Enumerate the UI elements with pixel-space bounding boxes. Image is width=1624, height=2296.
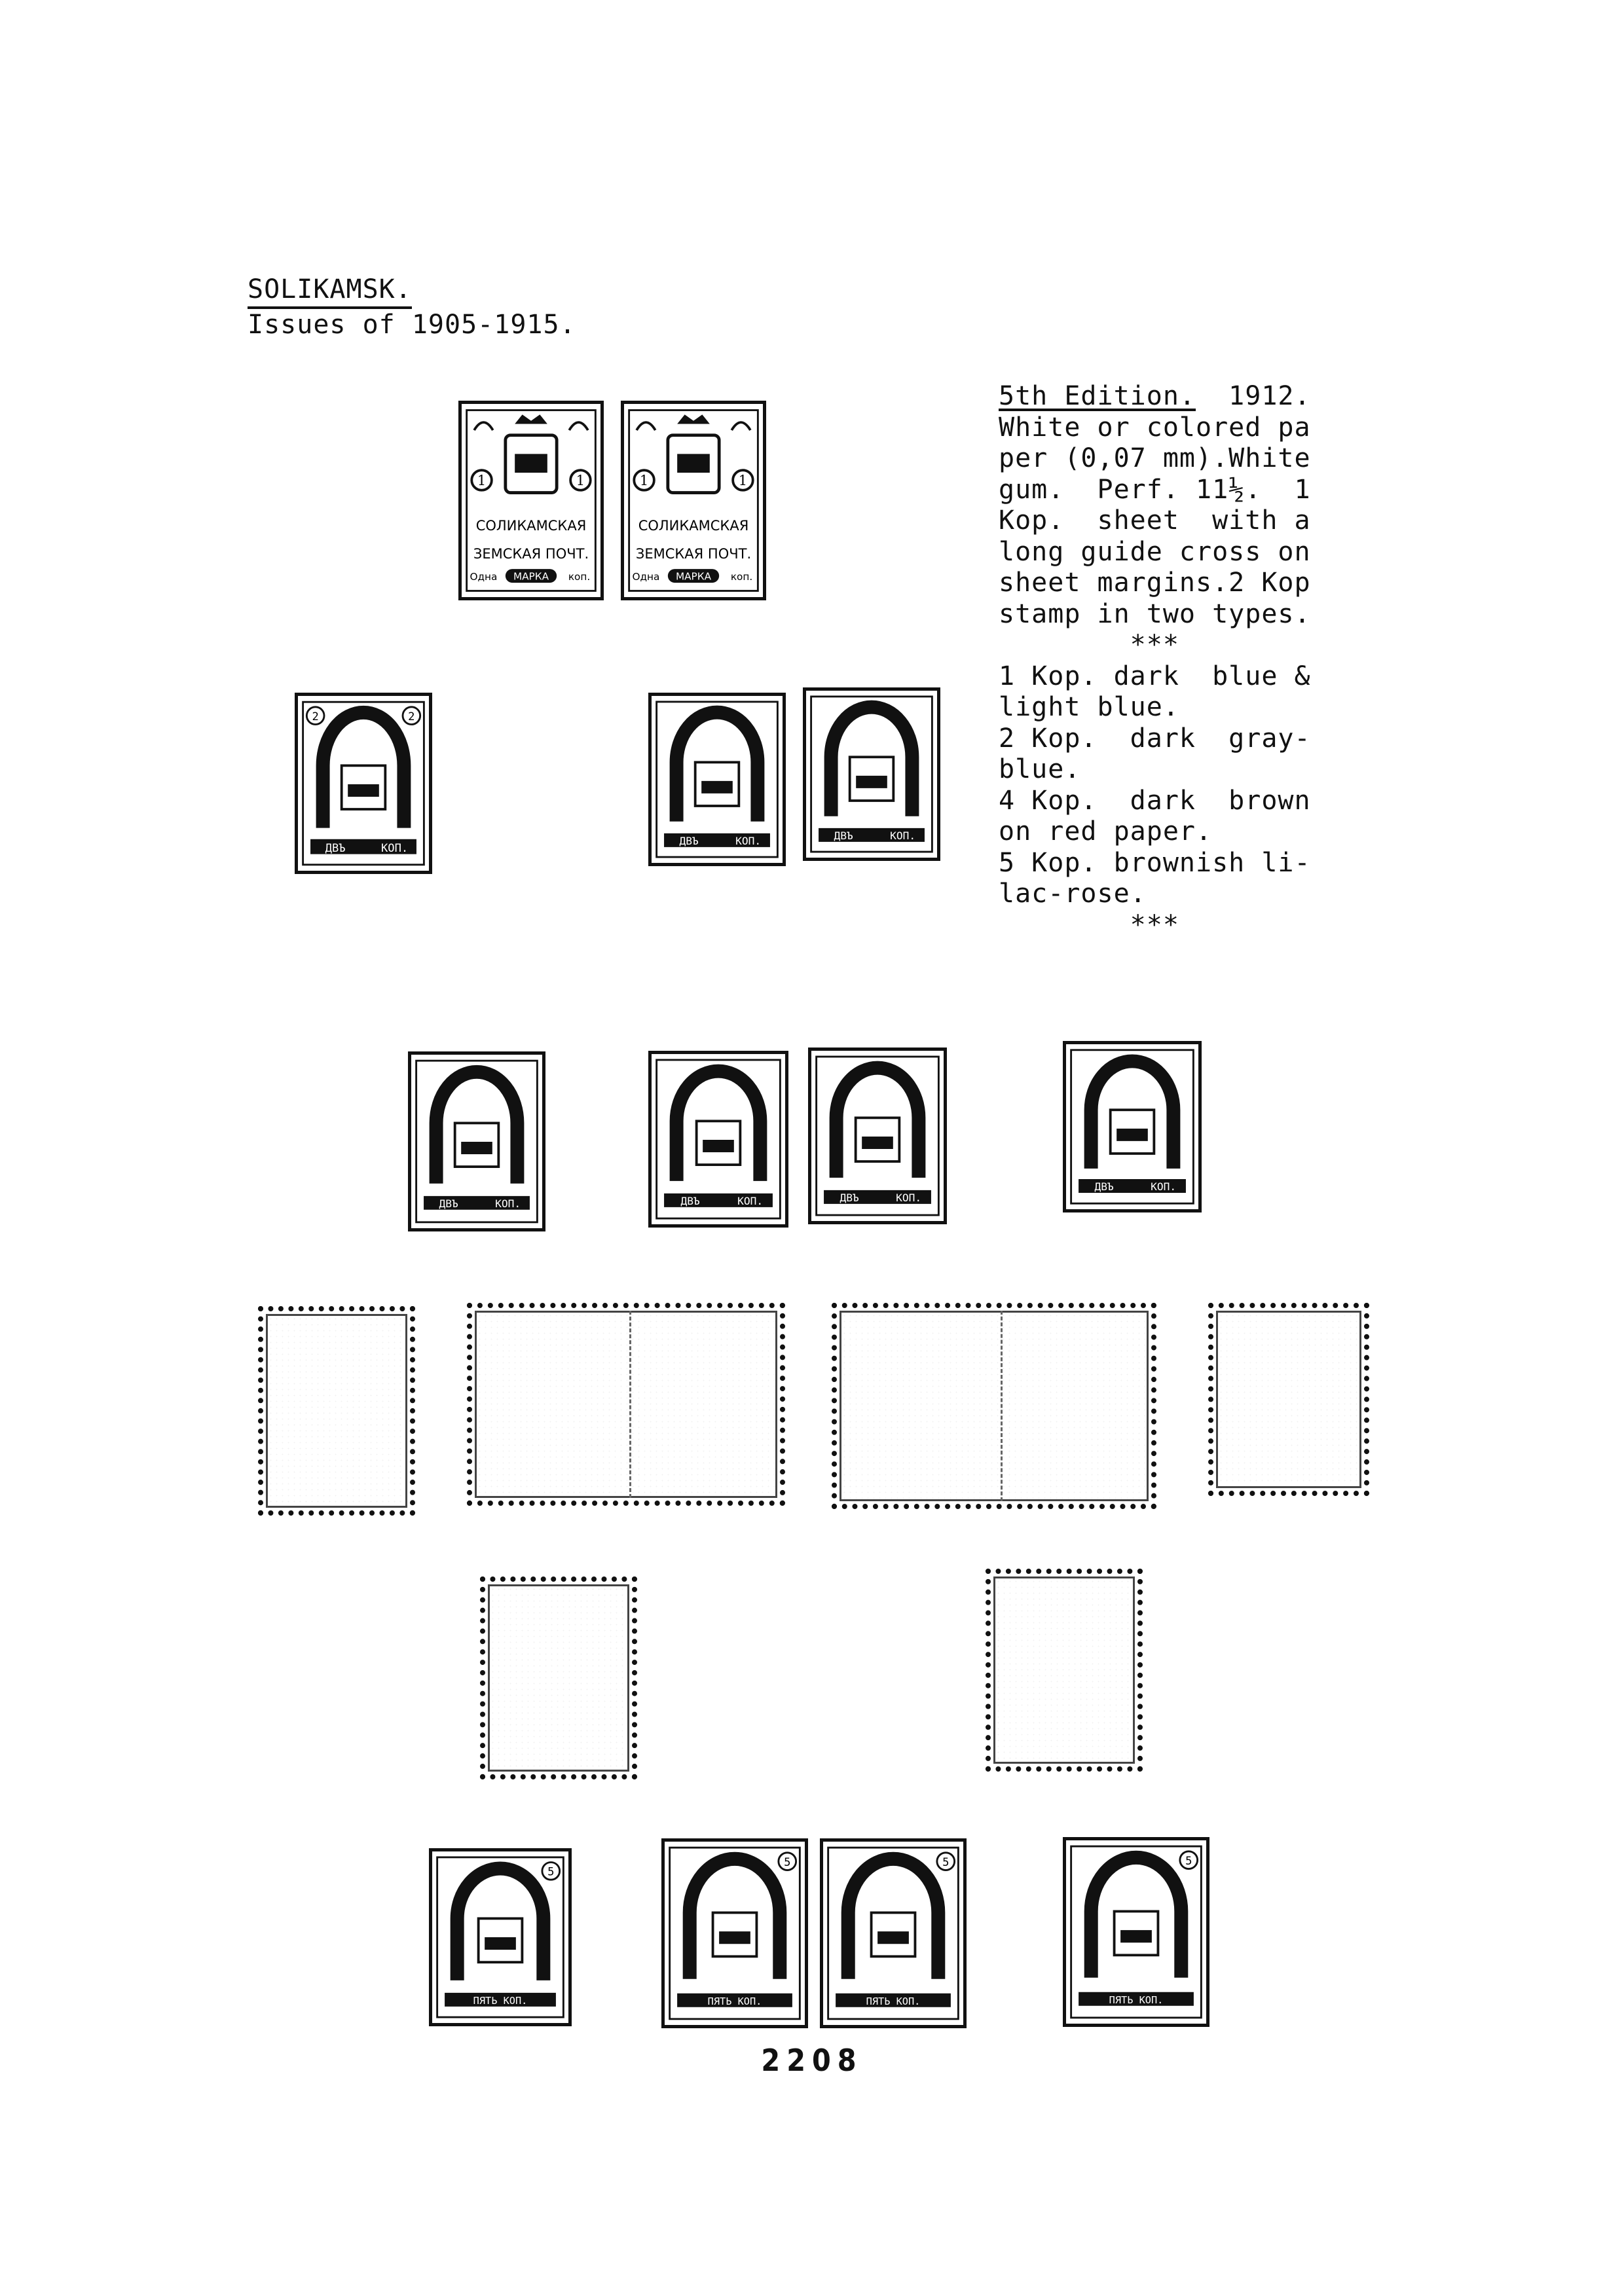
svg-text:ЗЕМСКАЯ ПОЧТ.: ЗЕМСКАЯ ПОЧТ. xyxy=(635,545,752,562)
svg-text:5: 5 xyxy=(547,1865,555,1879)
note-line: per (0,07 mm).White xyxy=(999,443,1311,473)
stamp-2kop-design xyxy=(806,691,937,858)
note-line: 4 Kop. dark brown xyxy=(999,785,1311,816)
note-line: stamp in two types. xyxy=(999,598,1311,629)
svg-text:КОП.: КОП. xyxy=(495,1197,521,1210)
stamp-2kop-design xyxy=(1066,1044,1198,1209)
stamp-2kop-design xyxy=(298,696,429,871)
stamp-2kop xyxy=(1063,1041,1202,1212)
svg-text:КОП.: КОП. xyxy=(890,829,916,843)
svg-text:5: 5 xyxy=(1185,1854,1192,1868)
svg-text:СОЛИКАМСКАЯ: СОЛИКАМСКАЯ xyxy=(475,517,587,534)
stamp-2kop xyxy=(408,1051,545,1231)
note-line: blue. xyxy=(999,754,1081,784)
svg-text:МАРКА: МАРКА xyxy=(675,570,712,583)
stamp-1kop xyxy=(621,401,766,600)
svg-text:1: 1 xyxy=(576,473,585,489)
stamp-2kop-design xyxy=(652,1054,785,1224)
svg-text:КОП.: КОП. xyxy=(1151,1180,1177,1194)
note-line: Kop. sheet with a xyxy=(999,505,1311,536)
svg-text:ПЯТЬ КОП.: ПЯТЬ КОП. xyxy=(1109,1994,1164,2006)
perforated-stamp-back xyxy=(1208,1303,1369,1496)
perforated-stamp-pair-back xyxy=(467,1303,785,1506)
svg-text:2: 2 xyxy=(408,710,415,723)
stamp-5kop xyxy=(1063,1837,1209,2027)
stamp-5kop xyxy=(820,1838,967,2028)
stamp-1kop xyxy=(458,401,604,600)
stamp-2kop xyxy=(808,1048,947,1224)
stamp-2kop-design xyxy=(652,696,783,863)
stamp-2kop xyxy=(648,1051,788,1228)
note-line: 2 Kop. dark gray- xyxy=(999,723,1311,754)
svg-text:ДВЪ: ДВЪ xyxy=(1094,1180,1114,1194)
svg-text:КОП.: КОП. xyxy=(737,1195,764,1208)
svg-text:коп.: коп. xyxy=(730,571,753,583)
edition-notes xyxy=(999,381,1365,941)
note-line: lac-rose. xyxy=(999,879,1147,909)
svg-text:ЗЕМСКАЯ ПОЧТ.: ЗЕМСКАЯ ПОЧТ. xyxy=(473,545,589,562)
stamp-2kop xyxy=(803,687,940,861)
svg-text:ДВЪ: ДВЪ xyxy=(840,1192,859,1205)
note-line: on red paper. xyxy=(999,816,1213,847)
svg-text:1: 1 xyxy=(639,473,649,489)
stamp-2kop xyxy=(295,693,432,874)
svg-text:ПЯТЬ КОП.: ПЯТЬ КОП. xyxy=(707,1995,762,2007)
stamp-5kop-design xyxy=(665,1842,805,2025)
svg-text:КОП.: КОП. xyxy=(380,841,409,855)
place-title: SOLIKAMSK. xyxy=(248,274,576,309)
stamp-5kop-design xyxy=(1066,1840,1206,2024)
svg-text:ПЯТЬ КОП.: ПЯТЬ КОП. xyxy=(866,1995,921,2007)
perforated-stamp-back xyxy=(480,1576,637,1779)
note-line: sheet margins.2 Kop xyxy=(999,568,1311,598)
stamp-1kop-design xyxy=(462,404,600,597)
note-line: 1 Kop. dark blue & xyxy=(999,661,1311,691)
svg-text:1: 1 xyxy=(477,473,487,489)
stamp-2kop-design xyxy=(811,1051,944,1221)
svg-text:ДВЪ: ДВЪ xyxy=(439,1197,458,1210)
svg-text:МАРКА: МАРКА xyxy=(513,570,549,583)
note-line: long guide cross on xyxy=(999,536,1311,567)
svg-text:ДВЪ: ДВЪ xyxy=(680,1195,700,1208)
svg-text:ПЯТЬ КОП.: ПЯТЬ КОП. xyxy=(473,1995,528,2007)
note-line: light blue. xyxy=(999,692,1179,722)
edition-heading: 5th Edition. 1912. xyxy=(999,381,1311,411)
svg-text:ДВЪ: ДВЪ xyxy=(679,835,699,848)
svg-text:5: 5 xyxy=(942,1855,950,1869)
note-separator: *** xyxy=(999,630,1179,660)
perforated-stamp-back xyxy=(986,1569,1143,1772)
stamp-5kop xyxy=(661,1838,808,2028)
perforated-stamp-back xyxy=(258,1306,415,1516)
note-separator: *** xyxy=(999,909,1179,940)
stamp-2kop xyxy=(648,693,786,866)
page-number: 2208 xyxy=(761,2043,863,2078)
perforated-stamp-pair-back xyxy=(832,1303,1156,1509)
svg-text:ДВЪ: ДВЪ xyxy=(325,841,346,855)
svg-text:КОП.: КОП. xyxy=(896,1192,922,1205)
header xyxy=(248,274,576,340)
svg-text:КОП.: КОП. xyxy=(735,835,762,848)
svg-text:коп.: коп. xyxy=(568,571,591,583)
note-line: 5 Kop. brownish li- xyxy=(999,847,1311,878)
svg-text:2: 2 xyxy=(312,710,319,723)
svg-text:СОЛИКАМСКАЯ: СОЛИКАМСКАЯ xyxy=(638,517,749,534)
note-line: gum. Perf. 11½. 1 xyxy=(999,474,1311,505)
stamp-5kop-design xyxy=(823,1842,963,2025)
svg-text:Одна: Одна xyxy=(632,571,660,583)
svg-text:Одна: Одна xyxy=(470,571,498,583)
svg-text:ДВЪ: ДВЪ xyxy=(834,829,853,843)
svg-text:5: 5 xyxy=(784,1855,791,1869)
note-line: White or colored pa xyxy=(999,412,1311,443)
issues-title: Issues of 1905-1915. xyxy=(248,310,576,340)
svg-text:1: 1 xyxy=(738,473,748,489)
stamp-2kop-design xyxy=(411,1055,542,1228)
stamp-5kop-design xyxy=(432,1851,568,2023)
stamp-5kop xyxy=(429,1848,572,2026)
stamp-1kop-design xyxy=(624,404,763,597)
